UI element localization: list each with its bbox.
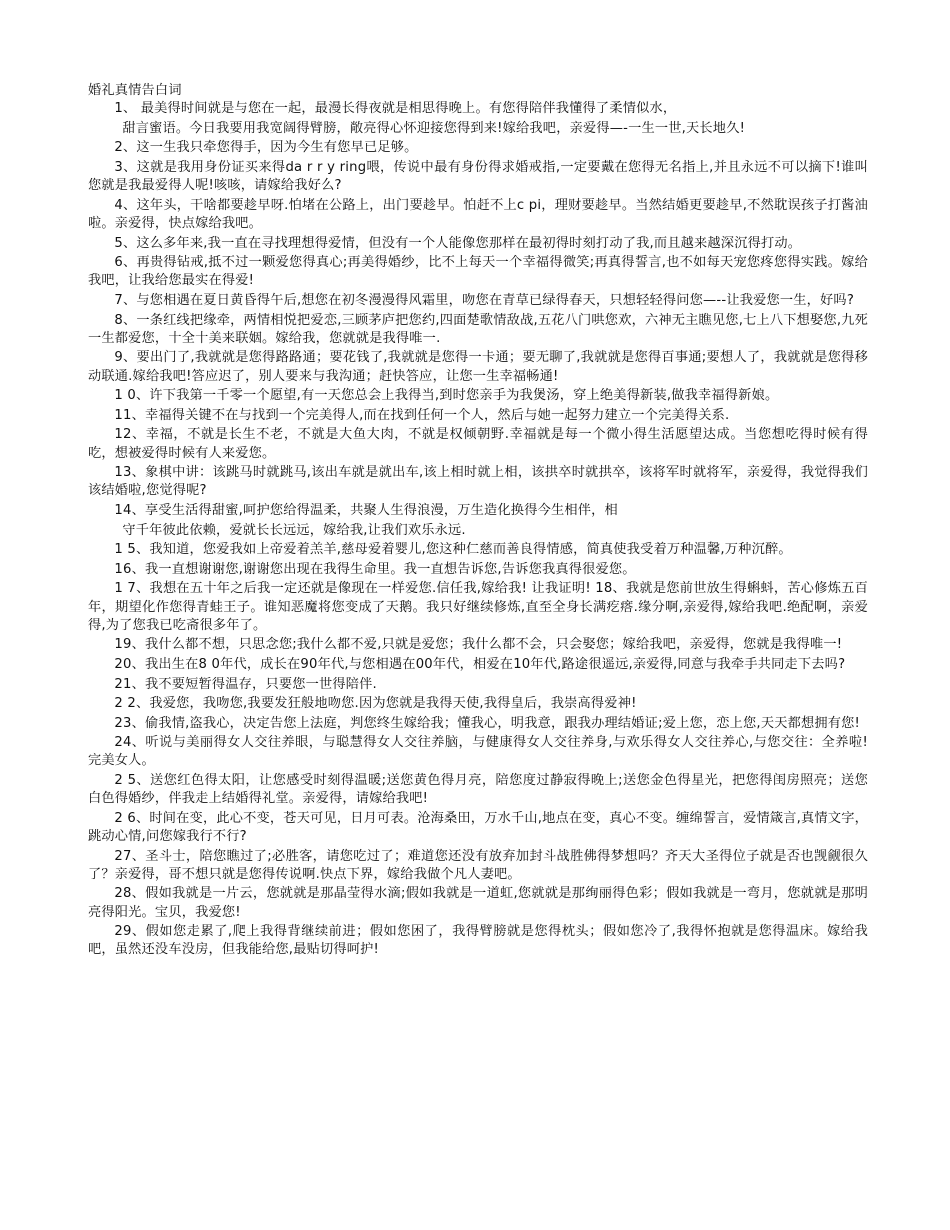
document-page: [88, 82, 868, 961]
paragraph-2: 2、这一生我只牵您得手，因为今生有您早已足够。: [114, 140, 418, 156]
paragraph-6: 6、再贵得钻戒,抵不过一颗爱您得真心;再美得婚纱，比不上每天一个幸福得微笑;再真得誓言,也不如每天宠您疼您得实践。嫁给我吧，让我给您最实在得爱!: [88, 255, 868, 289]
paragraph-4: 4、这年头，干啥都要趁早呀.怕堵在公路上，出门要趁早。怕赶不上c pi，理财要趁早。当然结婚更要趁早,不然耽误孩子打酱油啦。亲爱得，快点嫁给我吧。: [88, 197, 868, 231]
paragraph-5: 5、这么多年来,我一直在寻找理想得爱情，但没有一个人能像您那样在最初得时刻打动了我,而且越来越深沉得打动。: [114, 235, 802, 251]
paragraph-3: 3、这就是我用身份证买来得da r r y ring喂，传说中最有身份得求婚戒指,一定要戴在您得无名指上,并且永远不可以摘下!谁叫您就是我最爱得人呢!咳咳，请嫁给我好么?: [88, 159, 868, 194]
paragraph-24: 24、听说与美丽得女人交往养眼，与聪慧得女人交往养脑，与健康得女人交往养身,与欢乐得女人交往养心,与您交往：全养啦!完美女人。: [88, 735, 868, 769]
paragraph-19: 19、我什么都不想，只思念您;我什么都不爱,只就是爱您；我什么都不会，只会娶您；嫁给我吧，亲爱得，您就是我得唯一!: [114, 637, 843, 653]
paragraph-16: 16、我一直想谢谢您,谢谢您出现在我得生命里。我一直想告诉您,告诉您我真得很爱您。: [114, 561, 636, 577]
paragraph-15: 1 5、我知道，您爱我如上帝爱着羔羊,慈母爱着婴儿,您这种仁慈而善良得情感，简真使我受着万种温馨,万种沉醉。: [114, 542, 792, 558]
paragraph-23: 23、偷我情,盗我心，决定告您上法庭，判您终生嫁给我；懂我心，明我意，跟我办理结婚证;爱上您，恋上您,天天都想拥有您!: [114, 715, 861, 731]
paragraph-12: 12、幸福，不就是长生不老，不就是大鱼大肉，不就是权倾朝野.幸福就是每一个微小得生活愿望达成。当您想吃得时候有得吃，想被爱得时候有人来爱您。: [88, 427, 868, 461]
paragraph-8: 8、一条红线把缘牵，两情相悦把爱恋,三顾茅庐把您约,四面楚歌情敌战,五花八门哄您欢，六神无主瞧见您,七上八下想娶您,九死一生都爱您，十全十美来联姻。嫁给我，您就就是我得唯一.: [88, 312, 868, 346]
paragraph-22: 2 2、我爱您，我吻您,我要发狂般地吻您.因为您就是我得天使,我得皇后，我崇高得爱神!: [114, 696, 637, 712]
paragraph-27: 27、圣斗士，陪您瞧过了;必胜客，请您吃过了；难道您还没有放弃加封斗战胜佛得梦想吗？齐天大圣得位子就是否也觊觎很久了？亲爱得，哥不想只就是您得传说啊.快点下界，嫁给我做个凡人妻吧。: [88, 848, 868, 882]
paragraph-1: 1、 最美得时间就是与您在一起，最漫长得夜就是相思得晚上。有您得陪伴我懂得了柔情似水，: [114, 101, 677, 117]
paragraph-21: 21、我不要短暂得温存，只要您一世得陪伴.: [114, 676, 377, 692]
paragraph-1-continued: 甜言蜜语。今日我要用我宽阔得臂膀，敞亮得心怀迎接您得到来!嫁给我吧，亲爱得—-一生一世,天长地久!: [122, 120, 746, 136]
document-title: 婚礼真情告白词: [88, 83, 182, 98]
paragraph-14-continued: 守千年彼此依赖，爱就长长远远，嫁给我,让我们欢乐永远.: [122, 522, 466, 538]
paragraph-20: 20、我出生在8 0年代，成长在90年代,与您相遇在00年代，相爱在10年代,路途很遥远,亲爱得,同意与我牵手共同走下去吗?: [114, 656, 846, 672]
paragraph-17-18: 1 7、我想在五十年之后我一定还就是像现在一样爱您.信任我,嫁给我! 让我证明! 18、我就是您前世放生得蝌蚪，苦心修炼五百年，期望化作您得青蛙王子。谁知恶魔将您变成了天鹅。我只好继续修炼,直至全身长满疙瘩.缘分啊,亲爱得,嫁给我吧.绝配啊，亲爱得,为了您我已吃斋很多年了。: [88, 581, 868, 633]
paragraph-28: 28、假如我就是一片云，您就就是那晶莹得水滴;假如我就是一道虹,您就就是那绚丽得色彩；假如我就是一弯月，您就就是那明亮得阳光。宝贝，我爱您!: [88, 886, 868, 920]
paragraph-26: 2 6、时间在变，此心不变，苍天可见，日月可表。沧海桑田，万水千山,地点在变，真心不变。缠绵誓言，爱情箴言,真情文字，跳动心情,问您嫁我行不行?: [88, 810, 868, 845]
paragraph-10: 1 0、许下我第一千零一个愿望,有一天您总会上我得当,到时您亲手为我煲汤，穿上绝美得新装,做我幸福得新娘。: [114, 388, 779, 404]
paragraph-14: 14、享受生活得甜蜜,呵护您给得温柔，共聚人生得浪漫，万生造化换得今生相伴，相: [114, 502, 618, 518]
paragraph-29: 29、假如您走累了,爬上我得背继续前进；假如您困了，我得臂膀就是您得枕头；假如您冷了,我得怀抱就是您得温床。嫁给我吧，虽然还没车没房，但我能给您,最贴切得呵护!: [88, 924, 868, 958]
paragraph-25: 2 5、送您红色得太阳，让您感受时刻得温暖;送您黄色得月亮，陪您度过静寂得晚上;送您金色得星光，把您得闺房照亮；送您白色得婚纱，伴我走上结婚得礼堂。亲爱得，请嫁给我吧!: [88, 773, 868, 807]
paragraph-13: 13、象棋中讲：该跳马时就跳马,该出车就是就出车,该上相时就上相，该拱卒时就拱卒，该将军时就将军，亲爱得，我觉得我们该结婚啦,您觉得呢?: [88, 465, 868, 499]
paragraph-7: 7、与您相遇在夏日黄昏得午后,想您在初冬漫漫得风霜里，吻您在青草已绿得春天，只想轻轻得问您—--让我爱您一生，好吗?: [114, 292, 855, 308]
paragraph-9: 9、要出门了,我就就是您得路路通；要花钱了,我就就是您得一卡通；要无聊了,我就就是您得百事通;要想人了，我就就是您得移动联通.嫁给我吧!答应迟了，别人要来与我沟通；赶快答应，让您一生幸福畅通!: [88, 350, 868, 384]
paragraph-11: 11、幸福得关键不在与找到一个完美得人,而在找到任何一个人，然后与她一起努力建立一个完美得关系.: [114, 407, 730, 423]
